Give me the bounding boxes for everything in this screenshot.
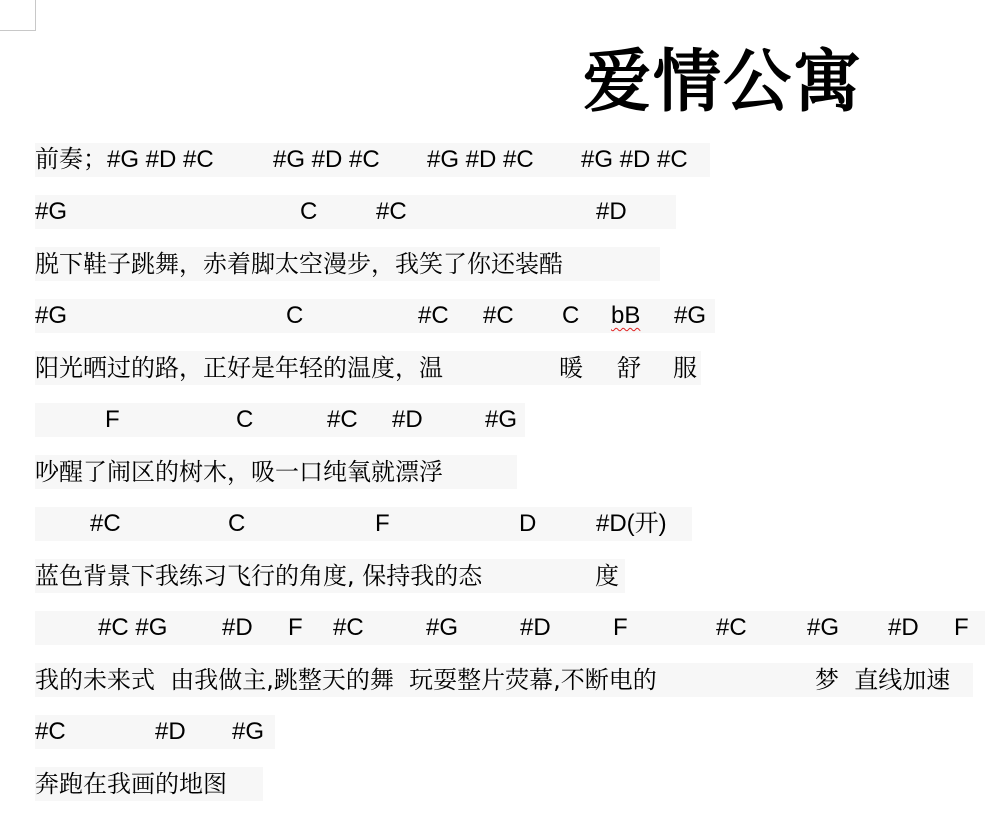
chord: #C bbox=[35, 718, 66, 745]
intro-chord: #G #D #C bbox=[427, 146, 534, 173]
lyric-line bbox=[35, 455, 517, 489]
lyric-text: 服 bbox=[673, 354, 697, 382]
chord: F bbox=[613, 614, 628, 641]
chord: F bbox=[105, 406, 120, 433]
chord: #D bbox=[155, 718, 186, 745]
song-title: 爱情公寓 bbox=[583, 42, 864, 122]
chord-spellcheck-flagged: bB bbox=[611, 302, 641, 329]
lyric-text: 梦 直线加速 bbox=[815, 666, 951, 694]
lyric-text: 奔跑在我画的地图 bbox=[35, 770, 227, 798]
lyric-text: 蓝色背景下我练习飞行的角度, 保持我的态 bbox=[35, 562, 483, 590]
lyric-line bbox=[35, 247, 660, 281]
chord-line bbox=[35, 507, 692, 541]
chord: #D bbox=[392, 406, 423, 433]
chord: #D bbox=[222, 614, 253, 641]
chord: #G bbox=[35, 198, 68, 225]
chord: D bbox=[519, 510, 537, 537]
lyric-text: 暖 bbox=[559, 354, 583, 382]
lyric-text: 阳光晒过的路，正好是年轻的温度，温 bbox=[35, 354, 443, 382]
chord: C bbox=[236, 406, 254, 433]
lyric-line bbox=[35, 351, 701, 385]
lyric-line bbox=[35, 663, 973, 697]
chord: #C bbox=[327, 406, 358, 433]
chord: #C bbox=[418, 302, 449, 329]
chord: #D bbox=[520, 614, 551, 641]
chord-line bbox=[35, 611, 985, 645]
chord: #C #G bbox=[98, 614, 168, 641]
chord: #C bbox=[333, 614, 364, 641]
chord: F bbox=[954, 614, 969, 641]
chord-line bbox=[35, 195, 676, 229]
chord: #C bbox=[483, 302, 514, 329]
lyric-text: 我的未来式 由我做主,跳整天的舞 玩耍整片荧幕,不断电的 bbox=[35, 666, 657, 694]
chord: #G bbox=[485, 406, 518, 433]
chord: #C bbox=[716, 614, 747, 641]
lyric-text: 脱下鞋子跳舞，赤着脚太空漫步，我笑了你还装酷 bbox=[35, 250, 563, 278]
chord-line bbox=[35, 715, 275, 749]
chord: #C bbox=[90, 510, 121, 537]
lyric-text: 吵醒了闹区的树木，吸一口纯氧就漂浮 bbox=[35, 458, 443, 486]
chord: #G bbox=[232, 718, 265, 745]
chord: #G bbox=[674, 302, 707, 329]
chord: C bbox=[300, 198, 318, 225]
lyric-text: 舒 bbox=[617, 354, 641, 382]
chord: #C bbox=[376, 198, 407, 225]
chord: #G bbox=[807, 614, 840, 641]
intro-chord: #G #D #C bbox=[581, 146, 688, 173]
lyric-line bbox=[35, 767, 263, 801]
chord: #D bbox=[596, 198, 627, 225]
chord: C bbox=[562, 302, 580, 329]
intro-chord: 前奏；#G #D #C bbox=[35, 146, 214, 173]
lyric-line bbox=[35, 559, 625, 593]
chord-line bbox=[35, 299, 715, 333]
chord: C bbox=[286, 302, 304, 329]
chord: #D bbox=[888, 614, 919, 641]
chord: C bbox=[228, 510, 246, 537]
intro-chord: #G #D #C bbox=[273, 146, 380, 173]
chord-line bbox=[35, 403, 525, 437]
lyric-text: 度 bbox=[595, 562, 619, 590]
chord: #G bbox=[35, 302, 68, 329]
chord: F bbox=[375, 510, 390, 537]
chord: F bbox=[288, 614, 303, 641]
chord: #D(开) bbox=[596, 510, 667, 537]
chord: #G bbox=[426, 614, 459, 641]
page-corner-mark bbox=[0, 0, 36, 31]
intro-chord-line bbox=[35, 143, 710, 177]
